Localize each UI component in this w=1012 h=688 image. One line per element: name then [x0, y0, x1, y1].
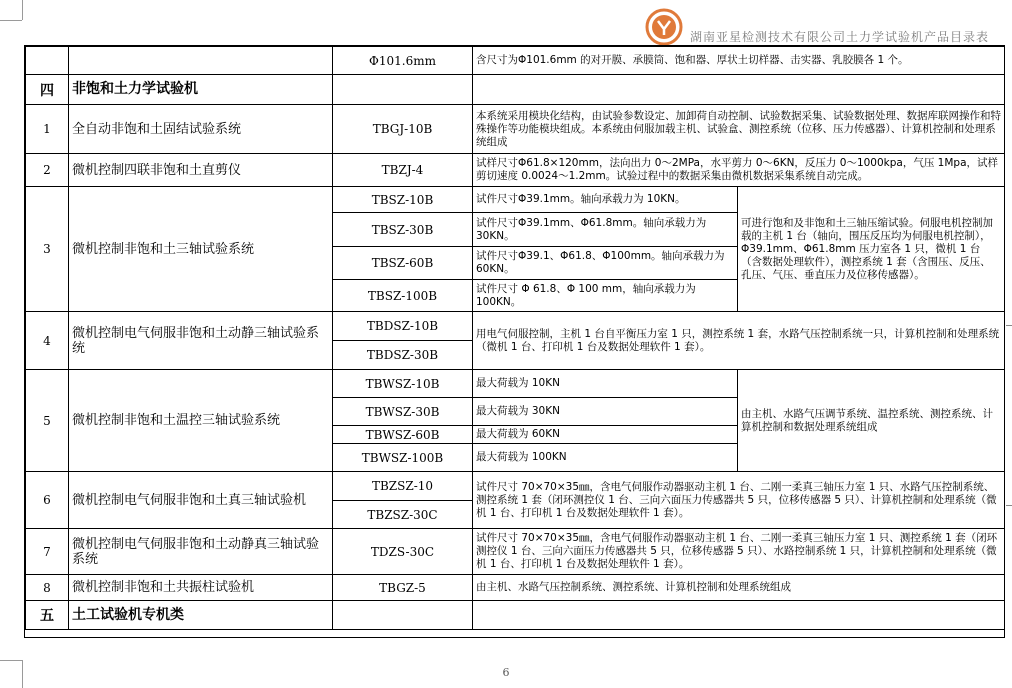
product-catalog-table: [25, 46, 1005, 630]
description-cell: 试样尺寸Φ61.8×120mm，法向出力 0～2MPa，水平剪力 0～6KN，反压力 0～1000kpa，气压 1Mpa，试样剪切速度 0.0024～1.2mm。试验过程中的数据采集由微机数据采集系统自动完成。: [473, 154, 1005, 187]
row-number: 3: [26, 187, 69, 312]
model-cell: TBGJ-10B: [333, 105, 473, 154]
row-number: 7: [26, 529, 69, 575]
product-name: 微机控制电气伺服非饱和土动静真三轴试验系统: [69, 529, 333, 575]
spec-cell: 最大荷载为 10KN: [473, 370, 738, 398]
crop-mark: [22, 0, 23, 20]
model-cell: TBWSZ-60B: [333, 426, 473, 444]
description-cell: 用电气伺服控制，主机 1 台自平衡压力室 1 只，测控系统 1 套，水路气压控制系统一只，计算机控制和处理系统（微机 1 台、打印机 1 台及数据处理软件 1 套）。: [473, 312, 1005, 370]
spec-cell: 试件尺寸Φ39.1mm、Φ61.8mm。轴向承载力为 30KN。: [473, 213, 738, 247]
spec-cell: 最大荷载为 60KN: [473, 426, 738, 444]
row-number: 4: [26, 312, 69, 370]
model-cell: TDZS-30C: [333, 529, 473, 575]
spec-cell: 试件尺寸 Φ 61.8、Φ 100 mm，轴向承载力为 100KN。: [473, 280, 738, 312]
model-cell: TBGZ-5: [333, 575, 473, 601]
table-row: [26, 472, 1005, 501]
section-title: 土工试验机专机类: [69, 601, 333, 630]
product-name: 微机控制四联非饱和土直剪仪: [69, 154, 333, 187]
description-cell: 试件尺寸 70×70×35㎜，含电气伺服作动器驱动主机 1 台、二刚一柔真三轴压力室 1 只、测控系统 1 套（闭环测控仪 1 台、三向六面压力传感器共 5 只，位移传感器 5 只）、水路控制系统 1 只，计算机控制和处理系统（微机 1 台、打印机 1 台及数据处理软件 1 套）。: [473, 529, 1005, 575]
table-row: [26, 529, 1005, 575]
row-number: 6: [26, 472, 69, 529]
section-row: [26, 75, 1005, 105]
row-number: 2: [26, 154, 69, 187]
table-row: [26, 154, 1005, 187]
spec-cell: 最大荷载为 30KN: [473, 398, 738, 426]
table-row: [26, 47, 1005, 75]
description-cell: 试件尺寸 70×70×35㎜，含电气伺服作动器驱动主机 1 台、二刚一柔真三轴压力室 1 只、水路气压控制系统、测控系统 1 套（闭环测控仪 1 台、三向六面压力传感器共 5 只，位移传感器 5 只）、计算机控制和处理系统（微机 1 台、打印机 1 台及数据处理软件 1 套）。: [473, 472, 1005, 529]
model-cell: TBSZ-60B: [333, 247, 473, 280]
product-name: 微机控制电气伺服非饱和土真三轴试验机: [69, 472, 333, 529]
margin-mark: [1006, 325, 1012, 326]
common-description-cell: 可进行饱和及非饱和土三轴压缩试验。伺服电机控制加载的主机 1 台（轴向，围压反压均为伺服电机控制），Φ39.1mm、Φ61.8mm 压力室各 1 只，微机 1 台（含数据处理软件），测控系统 1 套（含围压、反压、孔压、气压、垂直压力及位移传感器）。: [738, 187, 1005, 312]
description-cell: 由主机、水路气压控制系统、测控系统、计算机控制和处理系统组成: [473, 575, 1005, 601]
product-name: 微机控制非饱和土三轴试验系统: [69, 187, 333, 312]
common-description-cell: 由主机、水路气压调节系统、温控系统、测控系统、计算机控制和数据处理系统组成: [738, 370, 1005, 472]
model-cell: TBWSZ-30B: [333, 398, 473, 426]
company-logo-icon: [645, 8, 683, 46]
spec-cell: 最大荷载为 100KN: [473, 444, 738, 472]
table-row: [26, 370, 1005, 398]
model-cell: TBDSZ-10B: [333, 312, 473, 341]
page-number: 6: [502, 666, 510, 679]
model-cell: TBZSZ-30C: [333, 501, 473, 529]
product-name: 全自动非饱和土固结试验系统: [69, 105, 333, 154]
model-cell: TBZJ-4: [333, 154, 473, 187]
company-title: 湖南亚星检测技术有限公司土力学试验机产品目录表: [690, 30, 990, 44]
product-name: 微机控制非饱和土温控三轴试验系统: [69, 370, 333, 472]
table-row: [26, 575, 1005, 601]
row-number: 5: [26, 370, 69, 472]
section-row: [26, 601, 1005, 630]
product-name: 微机控制非饱和土共振柱试验机: [69, 575, 333, 601]
spec-cell: 试件尺寸Φ39.1、Φ61.8、Φ100mm。轴向承载力为 60KN。: [473, 247, 738, 280]
model-cell: TBSZ-10B: [333, 187, 473, 213]
section-title: 非饱和土力学试验机: [69, 75, 333, 105]
description-cell: 本系统采用模块化结构，由试验参数设定、加卸荷自动控制、试验数据采集、试验数据处理、数据库联网操作和特殊操作等功能模块组成。本系统由伺服加载主机、试验盒、测控系统（位移、压力传感器）、计算机控制和处理系统组成: [473, 105, 1005, 154]
model-cell: TBSZ-100B: [333, 280, 473, 312]
description-cell: 含尺寸为Φ101.6mm 的对开膜、承膜筒、饱和器、厚状土切样器、击实器、乳胶膜各 1 个。: [473, 47, 1005, 75]
spec-cell: 试件尺寸Φ39.1mm。轴向承载力为 10KN。: [473, 187, 738, 213]
table-row: [26, 312, 1005, 341]
product-name: 微机控制电气伺服非饱和土动静三轴试验系统: [69, 312, 333, 370]
table-row: [26, 187, 1005, 213]
crop-mark: [0, 20, 22, 21]
table-row: [26, 105, 1005, 154]
model-cell: TBSZ-30B: [333, 213, 473, 247]
margin-mark: [1006, 505, 1012, 506]
model-cell: Φ101.6mm: [333, 47, 473, 75]
model-cell: TBZSZ-10: [333, 472, 473, 501]
model-cell: TBWSZ-100B: [333, 444, 473, 472]
section-number: 五: [26, 601, 69, 630]
model-cell: TBDSZ-30B: [333, 341, 473, 370]
row-number: 1: [26, 105, 69, 154]
model-cell: TBWSZ-10B: [333, 370, 473, 398]
crop-mark: [0, 660, 22, 661]
section-number: 四: [26, 75, 69, 105]
row-number: 8: [26, 575, 69, 601]
